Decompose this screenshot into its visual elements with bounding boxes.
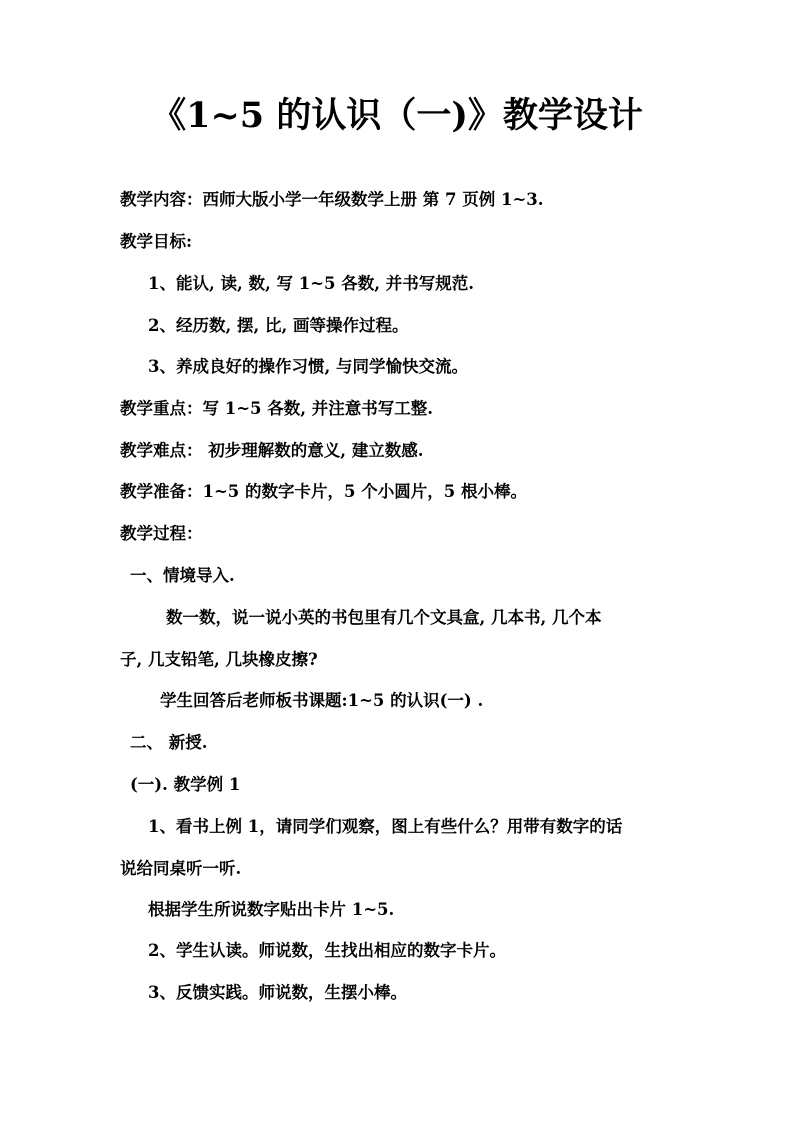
step-1-note: 根据学生所说数字贴出卡片 1~5. [148,900,395,919]
step-2-line: 2、学生认读。师说数，生找出相应的数字卡片。 [148,941,506,960]
step-3-line: 3、反馈实践。师说数，生摆小棒。 [148,983,407,1002]
subsection-1-heading: (一). 教学例 1 [130,775,241,794]
teaching-difficulty-line: 教学难点： 初步理解数的意义, 建立数感. [120,441,424,460]
section-2-heading: 二、 新授. [130,733,208,752]
section-1-paragraph-line-1: 数一数，说一说小英的书包里有几个文具盒, 几本书, 几个本 [166,608,602,627]
step-1-line-1: 1、看书上例 1，请同学们观察，图上有些什么？用带有数字的话 [148,817,623,836]
teaching-content-line: 教学内容：西师大版小学一年级数学上册 第 7 页例 1~3. [120,190,544,209]
goal-item-2: 2、经历数, 摆, 比, 画等操作过程。 [148,316,409,335]
step-1-line-2: 说给同桌听一听. [120,859,242,878]
document-title: 《1~5 的认识（一)》教学设计 [151,95,643,136]
section-1-paragraph-line-2: 子, 几支铅笔, 几块橡皮擦? [120,650,318,669]
section-1-heading: 一、情境导入. [130,566,235,585]
goal-item-1: 1、能认, 读, 数, 写 1~5 各数, 并书写规范. [148,274,474,293]
teaching-focus-line: 教学重点：写 1~5 各数, 并注意书写工整. [120,399,434,418]
teaching-preparation-line: 教学准备：1~5 的数字卡片，5 个小圆片，5 根小棒。 [120,482,527,501]
section-1-board-note: 学生回答后老师板书课题:1~5 的认识(一) . [160,691,484,710]
teaching-goals-heading: 教学目标: [120,232,193,251]
goal-item-3: 3、养成良好的操作习惯, 与同学愉快交流。 [148,357,468,376]
teaching-process-heading: 教学过程： [120,524,203,543]
